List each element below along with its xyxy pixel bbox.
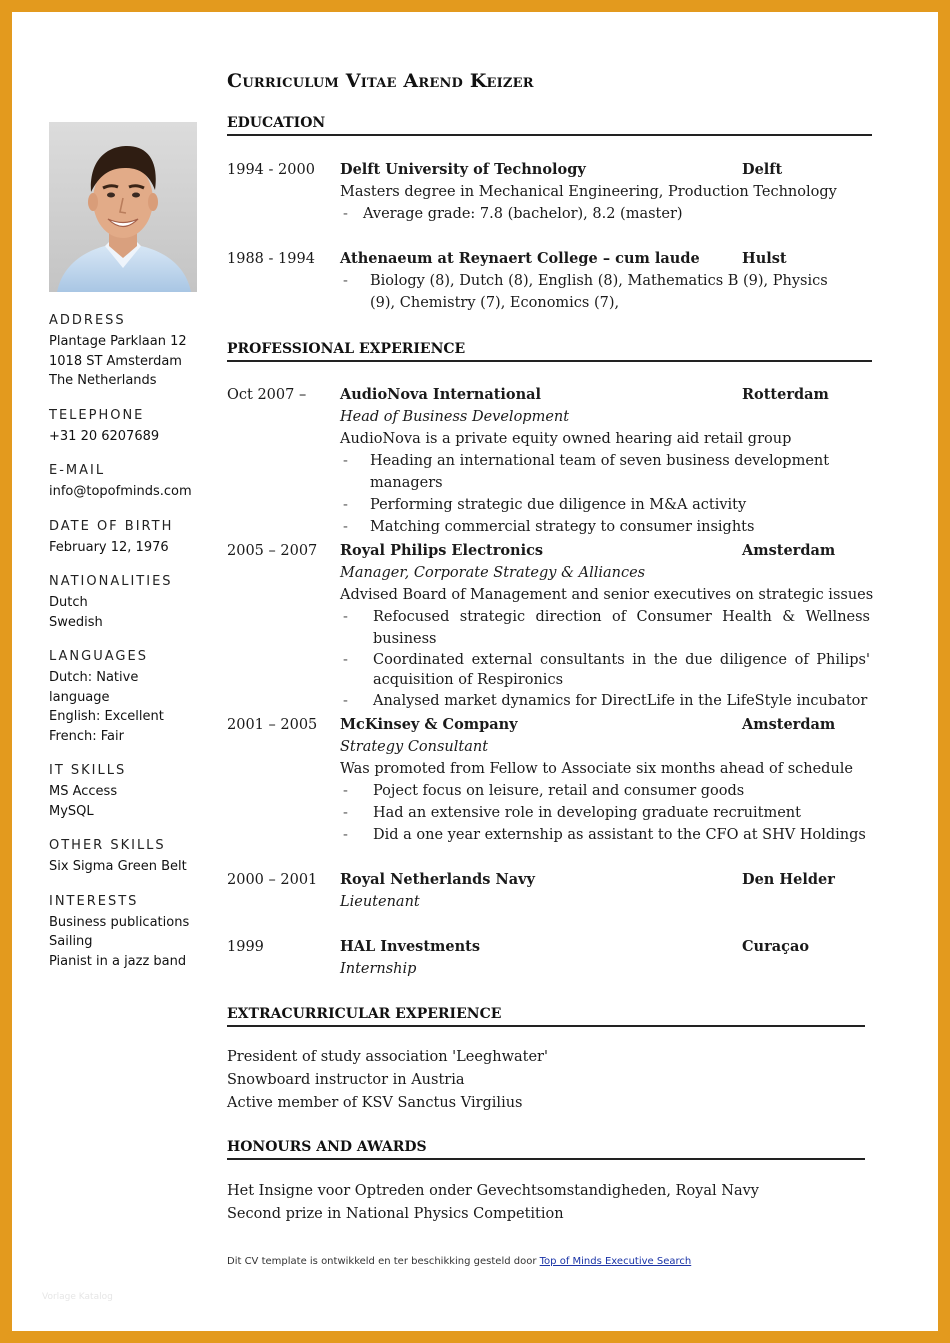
languages-heading: LANGUAGES: [49, 649, 148, 664]
entry-body: [340, 406, 870, 538]
interests-heading: INTERESTS: [49, 893, 139, 909]
entry-bullets: [340, 780, 870, 846]
entry-desc: Masters degree in Mechanical Engineering, Production Technology: [340, 184, 837, 200]
entry-body: [340, 891, 870, 913]
entry-years: 1994 - 2000: [227, 162, 315, 178]
telephone-heading: TELEPHONE: [49, 407, 145, 423]
entry-bullets: [340, 270, 830, 314]
entry-org: HAL Investments: [340, 938, 481, 955]
address-section: [49, 312, 209, 391]
email-heading: E-MAIL: [49, 463, 106, 478]
it-skills-heading: IT SKILLS: [49, 763, 127, 778]
entry-location: Delft: [742, 161, 783, 178]
entry-org: Royal Netherlands Navy: [340, 871, 535, 888]
bullet-item: - Performing strategic due diligence in M&A activity: [340, 494, 870, 516]
entry-body: [340, 181, 870, 225]
nationality-item: Dutch: [49, 595, 88, 610]
profile-photo: [49, 122, 197, 292]
bullet-item: - Average grade: 7.8 (bachelor), 8.2 (master): [340, 203, 870, 225]
telephone-section: [49, 407, 209, 447]
other-skills-heading: OTHER SKILLS: [49, 838, 166, 853]
entry-bullets: [340, 450, 870, 538]
entry-org: Royal Philips Electronics: [340, 542, 544, 559]
entry-years: 2000 – 2001: [227, 872, 318, 888]
extracurricular-item: Active member of KSV Sanctus Virgilius: [227, 1095, 523, 1111]
language-item: English: Excellent: [49, 709, 164, 724]
other-skill-item: Six Sigma Green Belt: [49, 859, 187, 874]
interests-section: [49, 893, 209, 972]
entry-role: Internship: [340, 961, 417, 977]
address-line: The Netherlands: [49, 373, 157, 388]
entry-body: [340, 958, 870, 980]
it-skills-section: [49, 762, 209, 821]
education-heading: EDUCATION: [227, 114, 872, 136]
watermark: Vorlage Katalog: [42, 1292, 113, 1302]
address-heading: ADDRESS: [49, 313, 126, 328]
nationalities-section: [49, 573, 209, 632]
bullet-item: - Analysed market dynamics for DirectLife in the LifeStyle incubator: [340, 690, 870, 712]
address-line: 1018 ST Amsterdam: [49, 353, 182, 369]
bullet-item: - Did a one year externship as assistant to the CFO at SHV Holdings: [340, 824, 870, 846]
entry-location: Hulst: [742, 250, 787, 267]
interest-item: Sailing: [49, 934, 93, 949]
languages-section: [49, 648, 209, 746]
honours-item: Het Insigne voor Optreden onder Gevechtsomstandigheden, Royal Navy: [227, 1183, 759, 1199]
bullet-item: - Coordinated external consultants in the due diligence of Philips' acquisition of Respironics: [340, 650, 870, 690]
entry-org: Athenaeum at Reynaert College – cum laude: [340, 250, 700, 267]
cv-title: Curriculum Vitae Arend Keizer: [227, 70, 534, 92]
entry-role: Lieutenant: [340, 894, 420, 910]
nationality-item: Swedish: [49, 614, 103, 630]
entry-org: AudioNova International: [340, 386, 542, 403]
entry-location: Den Helder: [742, 871, 835, 888]
bullet-item: - Poject focus on leisure, retail and consumer goods: [340, 780, 870, 802]
entry-years: Oct 2007 –: [227, 387, 307, 403]
entry-location: Amsterdam: [742, 542, 836, 559]
bullet-item: - Refocused strategic direction of Consumer Health & Wellness business: [340, 606, 870, 650]
email-value: info@topofminds.com: [49, 484, 192, 499]
honours-item: Second prize in National Physics Competition: [227, 1206, 564, 1222]
footer-text: Dit CV template is ontwikkeld en ter beschikking gesteld door: [227, 1256, 540, 1267]
dob-value: February 12, 1976: [49, 539, 169, 555]
language-item: French: Fair: [49, 728, 124, 744]
entry-desc: Advised Board of Management and senior executives on strategic issues: [340, 587, 874, 603]
bullet-item: - Biology (8), Dutch (8), English (8), Mathematics B (9), Physics (9), Chemistry (7), Economics (7),: [340, 270, 830, 314]
entry-role: Head of Business Development: [340, 409, 570, 425]
email-section: [49, 462, 209, 502]
entry-location: Amsterdam: [742, 716, 836, 733]
entry-body: [340, 270, 830, 314]
entry-body: [340, 562, 874, 712]
interest-item: Business publications: [49, 914, 190, 930]
dob-section: [49, 518, 209, 558]
portrait-image: [49, 122, 197, 292]
language-item: Dutch: Native language: [49, 670, 139, 705]
entry-desc: AudioNova is a private equity owned hearing aid retail group: [340, 431, 792, 447]
entry-location: Curaçao: [742, 938, 810, 955]
entry-org: Delft University of Technology: [340, 161, 586, 178]
entry-years: 2005 – 2007: [227, 543, 318, 559]
interest-item: Pianist in a jazz band: [49, 953, 187, 969]
entry-bullets: [340, 606, 870, 712]
it-skill-item: MySQL: [49, 803, 94, 819]
cv-page: [12, 12, 938, 1331]
entry-bullets: [340, 203, 870, 225]
honours-heading: HONOURS AND AWARDS: [227, 1138, 865, 1160]
it-skill-item: MS Access: [49, 784, 118, 799]
entry-role: Manager, Corporate Strategy & Alliances: [340, 565, 646, 581]
entry-years: 1999: [227, 939, 264, 955]
entry-years: 1988 - 1994: [227, 251, 315, 267]
sidebar: [49, 122, 209, 971]
extracurricular-item: Snowboard instructor in Austria: [227, 1072, 465, 1088]
bullet-item: - Had an extensive role in developing graduate recruitment: [340, 802, 870, 824]
extracurricular-heading: EXTRACURRICULAR EXPERIENCE: [227, 1005, 865, 1027]
footer-note: [227, 1256, 691, 1267]
entry-location: Rotterdam: [742, 386, 829, 403]
entry-role: Strategy Consultant: [340, 739, 489, 755]
entry-desc: Was promoted from Fellow to Associate six months ahead of schedule: [340, 761, 854, 777]
bullet-item: - Matching commercial strategy to consumer insights: [340, 516, 870, 538]
extracurricular-item: President of study association 'Leeghwater': [227, 1049, 548, 1065]
entry-years: 2001 – 2005: [227, 717, 318, 733]
other-skills-section: [49, 837, 209, 877]
entry-org: McKinsey & Company: [340, 716, 518, 733]
entry-body: [340, 736, 870, 846]
telephone-value: +31 20 6207689: [49, 428, 160, 444]
bullet-item: - Heading an international team of seven business development managers: [340, 450, 870, 494]
experience-heading: PROFESSIONAL EXPERIENCE: [227, 340, 872, 362]
footer-link[interactable]: Top of Minds Executive Search: [539, 1256, 692, 1267]
address-line: Plantage Parklaan 12: [49, 334, 187, 349]
dob-heading: DATE OF BIRTH: [49, 518, 174, 534]
nationalities-heading: NATIONALITIES: [49, 574, 173, 589]
